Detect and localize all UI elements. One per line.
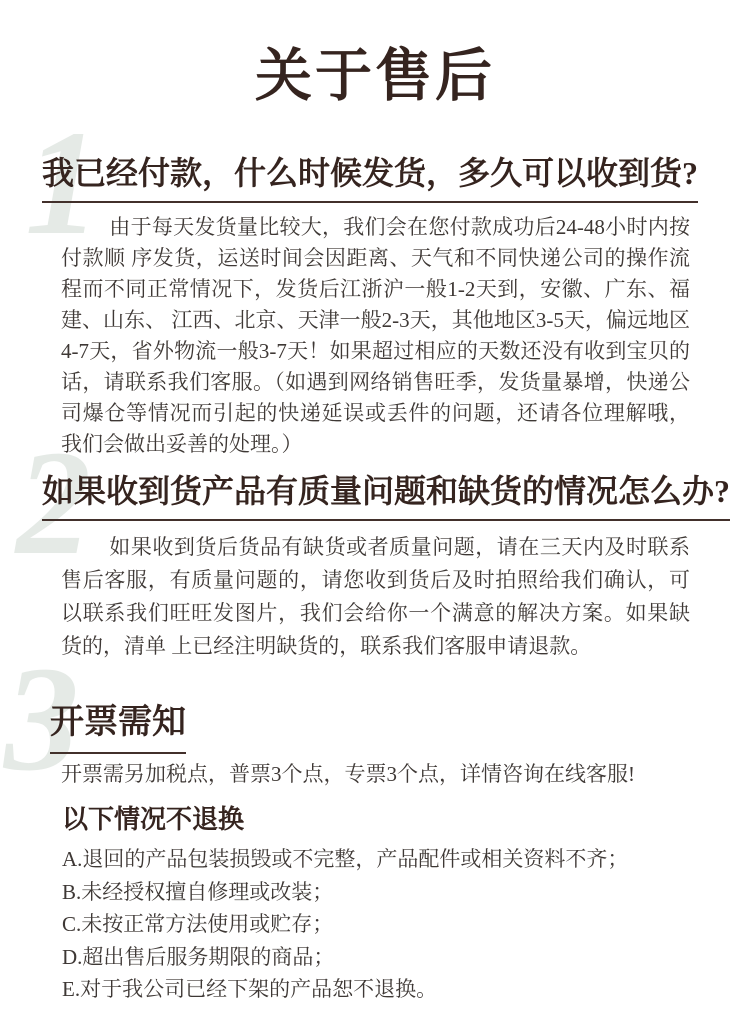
section-3-watermark-number: 3 xyxy=(4,636,79,802)
section-1-heading: 我已经付款，什么时候发货，多久可以收到货? xyxy=(42,148,698,203)
section-3-body: 开票需另加税点，普票3个点，专票3个点，详情咨询在线客服! xyxy=(61,762,635,786)
no-return-item-b: B.未经授权擅自修理或改装； xyxy=(62,879,334,904)
section-1-watermark-number: 1 xyxy=(25,100,100,266)
no-return-item-c: C.未按正常方法使用或贮存； xyxy=(62,912,334,936)
no-return-item-e: E.对于我公司已经下架的产品恕不退换。 xyxy=(62,977,438,1001)
no-return-list xyxy=(62,843,702,1006)
section-2-heading: 如果收到货产品有质量问题和缺货的情况怎么办? xyxy=(42,466,730,521)
section-1-body: 由于每天发货量比较大，我们会在您付款成功后24-48小时内按付款顺 序发货，运送时间会因距离、天气和不同快递公司的操作流程而不同正常情况下，发货后江浙沪一般1-2天到，安徽、广东、福建、山东、 江西、北京、天津一般2-3天，其他地区3-5天，偏远地区4-7天，省外物流一般3-7天！如果超过相应的天数还没有收到宝贝的话，请联系我们客服。（如遇到网络销售旺季，发货量暴增，快递公司爆仓等情况而引起的快递延误或丢件的问题，还请各位理解哦，我们会做出妥善的处理。） xyxy=(61,215,690,456)
page-title: 关于售后 xyxy=(255,45,495,108)
section-2-body: 如果收到货后货品有缺货或者质量问题，请在三天内及时联系售后客服，有质量问题的，请您收到货后及时拍照给我们确认，可以联系我们旺旺发图片，我们会给你一个满意的解决方案。如果缺货的，清单 上已经注明缺货的，联系我们客服申请退款。 xyxy=(61,535,690,658)
section-3-heading: 开票需知 xyxy=(50,694,186,754)
no-return-heading: 以下情况不退换 xyxy=(62,805,245,834)
no-return-item-a: A.退回的产品包装损毁或不完整，产品配件或相关资料不齐； xyxy=(62,847,629,871)
section-2-watermark-number: 2 xyxy=(16,420,91,586)
no-return-item-d: D.超出售后服务期限的商品； xyxy=(62,944,335,969)
